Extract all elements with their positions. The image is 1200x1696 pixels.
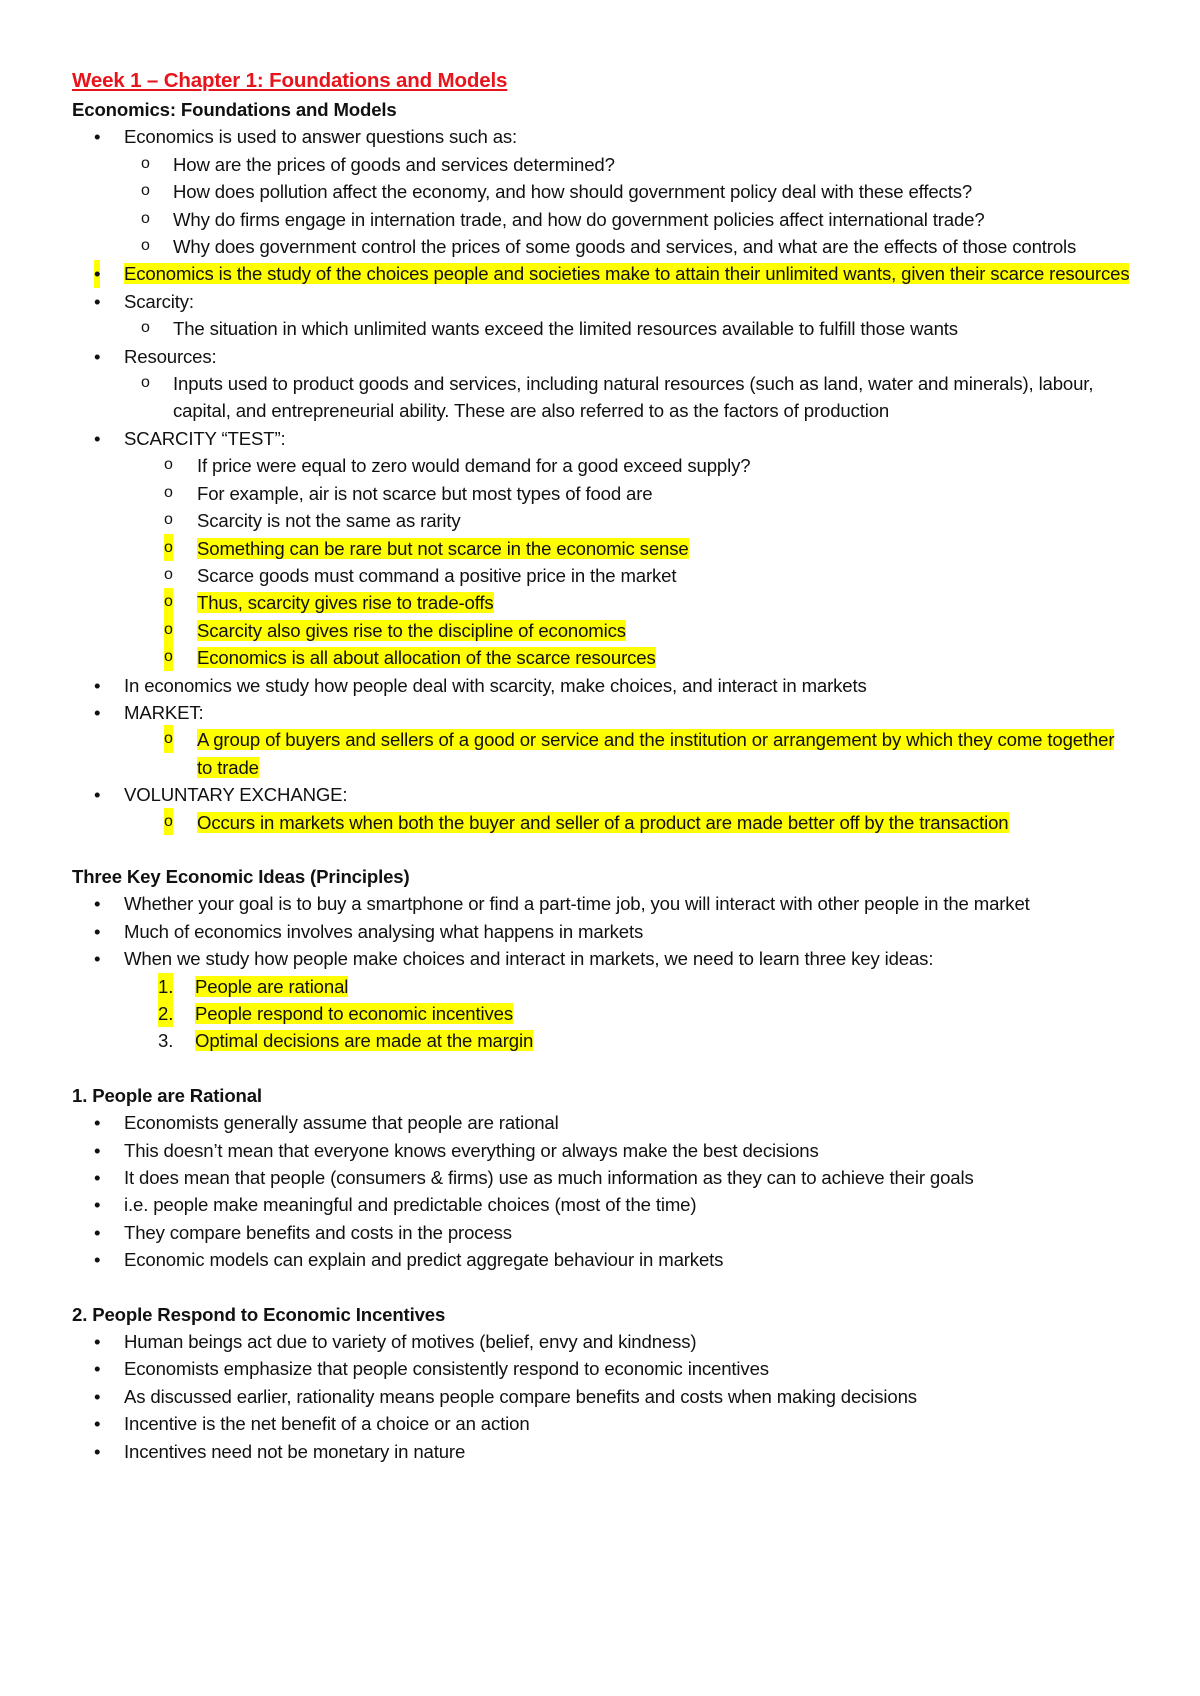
list-item-text: Economists emphasize that people consistently respond to economic incentives — [124, 1358, 769, 1380]
sub-list-item — [72, 178, 1132, 205]
highlighted-definition: Occurs in markets when both the buyer and seller of a product are made better off by the transaction — [197, 811, 1009, 833]
sub-list-item — [72, 589, 1132, 616]
highlighted-text: People respond to economic incentives — [195, 1003, 513, 1024]
sub-bullet-marker: o — [164, 456, 173, 474]
bullet-marker: • — [94, 1358, 101, 1380]
bullet-marker: • — [94, 290, 101, 312]
numbered-item — [72, 1000, 1132, 1027]
sub-bullet-marker: o — [141, 319, 150, 337]
bullet-marker: • — [94, 1112, 101, 1134]
bullet-marker: • — [94, 427, 101, 449]
bullet-marker: • — [94, 345, 101, 367]
sub-list-item-text: Why do firms engage in internation trade, and how do government policies affect international trade? — [173, 208, 985, 230]
list-item — [72, 1438, 1132, 1465]
sub-list-item-text: The situation in which unlimited wants exceed the limited resources available to fulfill those wants — [173, 318, 958, 340]
bullet-marker: • — [94, 1331, 101, 1353]
bullet-marker: • — [94, 893, 101, 915]
list-item — [72, 781, 1132, 808]
list-item — [72, 343, 1132, 370]
list-item — [72, 1191, 1132, 1218]
list-item-text: Much of economics involves analysing what happens in markets — [124, 920, 644, 942]
list-item — [72, 1410, 1132, 1437]
bullet-list — [72, 890, 1132, 1054]
list-item-text: SCARCITY “TEST”: — [124, 427, 286, 449]
list-item — [72, 425, 1132, 452]
list-item — [72, 123, 1132, 150]
sub-list-item — [72, 562, 1132, 589]
list-item-text: Whether your goal is to buy a smartphone or find a part-time job, you will interact with other people in the market — [124, 893, 1030, 915]
sub-list-item-text: Why does government control the prices of some goods and services, and what are the effects of those controls — [173, 236, 1077, 258]
bullet-marker: • — [94, 920, 101, 942]
list-item-text: Human beings act due to variety of motives (belief, envy and kindness) — [124, 1331, 697, 1353]
list-item — [72, 1219, 1132, 1246]
sub-bullet-marker: o — [141, 237, 150, 255]
sub-list-item-text: How are the prices of goods and services determined? — [173, 153, 615, 175]
sub-list-item — [72, 452, 1132, 479]
bullet-marker: • — [94, 948, 101, 970]
bullet-marker: • — [94, 784, 101, 806]
list-item-text: i.e. people make meaningful and predictable choices (most of the time) — [124, 1194, 697, 1216]
section-heading: Three Key Economic Ideas (Principles) — [72, 865, 410, 887]
list-item-text: They compare benefits and costs in the process — [124, 1221, 512, 1243]
sub-list-item — [72, 233, 1132, 260]
sub-bullet-marker: o — [141, 182, 150, 200]
bullet-marker: • — [94, 1221, 101, 1243]
list-item-text: This doesn’t mean that everyone knows everything or always make the best decisions — [124, 1139, 819, 1161]
list-item-text: VOLUNTARY EXCHANGE: — [124, 784, 348, 806]
bullet-marker: • — [94, 260, 100, 287]
section-heading: 1. People are Rational — [72, 1084, 262, 1106]
list-item-text: In economics we study how people deal with scarcity, make choices, and interact in markets — [124, 674, 867, 696]
list-item-text: MARKET: — [124, 701, 204, 723]
list-item-text: Incentive is the net benefit of a choice or an action — [124, 1413, 530, 1435]
bullet-marker: • — [94, 674, 101, 696]
list-item — [72, 1109, 1132, 1136]
spacer — [72, 1055, 1132, 1082]
document-title: Week 1 – Chapter 1: Foundations and Models — [72, 69, 508, 92]
highlighted-text: Thus, scarcity gives rise to trade-offs — [197, 592, 494, 614]
highlighted-definition: A group of buyers and sellers of a good or service and the institution or arrangement by which they come together to trade — [197, 729, 1115, 778]
sub-bullet-marker: o — [164, 725, 173, 752]
spacer — [72, 1274, 1132, 1301]
bullet-marker: • — [94, 1194, 101, 1216]
highlighted-text: Economics is all about allocation of the scarce resources — [197, 647, 656, 669]
bullet-marker: • — [94, 1249, 101, 1271]
bullet-marker: • — [94, 126, 101, 148]
document-page — [72, 66, 1132, 1465]
list-item — [72, 1164, 1132, 1191]
sub-list-item-text: Inputs used to product goods and services, including natural resources (such as land, water and minerals), labour, capital, and entrepreneurial ability. These are also referred to as the factors of production — [173, 373, 1094, 422]
sub-bullet-marker: o — [141, 209, 150, 227]
sub-list-item — [72, 370, 1132, 425]
list-item-text: Resources: — [124, 345, 217, 367]
bullet-marker: • — [94, 1440, 101, 1462]
bullet-list — [72, 123, 1132, 836]
highlighted-definition: Economics is the study of the choices people and societies make to attain their unlimited wants, given their scarce resources — [124, 263, 1130, 285]
list-item-text: It does mean that people (consumers & firms) use as much information as they can to achieve their goals — [124, 1167, 974, 1189]
sub-bullet-marker: o — [164, 808, 173, 835]
list-item — [72, 1383, 1132, 1410]
sub-list-item — [72, 151, 1132, 178]
bullet-marker: • — [94, 1413, 101, 1435]
sub-list-item — [72, 507, 1132, 534]
bullet-list — [72, 1328, 1132, 1465]
number-marker: 1. — [158, 973, 173, 1000]
sub-list-item-text: How does pollution affect the economy, and how should government policy deal with these effects? — [173, 181, 973, 203]
list-item — [72, 890, 1132, 917]
sub-bullet-marker: o — [164, 643, 173, 670]
list-item-text: Scarcity: — [124, 290, 194, 312]
list-item — [72, 1137, 1132, 1164]
sub-list-item — [72, 809, 1132, 836]
bullet-marker: • — [94, 1385, 101, 1407]
list-item — [72, 288, 1132, 315]
sub-bullet-marker: o — [164, 588, 173, 615]
list-item — [72, 1328, 1132, 1355]
number-marker: 2. — [158, 1000, 173, 1027]
sub-list-item — [72, 206, 1132, 233]
list-item-text: Economics is used to answer questions such as: — [124, 126, 518, 148]
highlighted-text: People are rational — [195, 975, 349, 997]
sub-list-item — [72, 726, 1132, 781]
bullet-marker: • — [94, 1139, 101, 1161]
sub-bullet-marker: o — [164, 483, 173, 501]
numbered-item — [72, 973, 1132, 1000]
sub-list-item — [72, 480, 1132, 507]
highlighted-text: Optimal decisions are made at the margin — [195, 1030, 534, 1052]
number-marker: 3. — [158, 1030, 174, 1052]
list-item — [72, 672, 1132, 699]
section-heading: Economics: Foundations and Models — [72, 99, 397, 120]
sub-list-item-text: If price were equal to zero would demand for a good exceed supply? — [197, 455, 751, 477]
sub-list-item — [72, 535, 1132, 562]
sub-bullet-marker: o — [164, 565, 173, 583]
bullet-marker: • — [94, 701, 101, 723]
sub-list-item-text: Scarce goods must command a positive price in the market — [197, 564, 677, 586]
sub-bullet-marker: o — [141, 154, 150, 172]
bullet-marker: • — [94, 1167, 101, 1189]
list-item — [72, 945, 1132, 972]
list-item-text: Economists generally assume that people are rational — [124, 1112, 559, 1134]
sub-list-item — [72, 617, 1132, 644]
section-heading: 2. People Respond to Economic Incentives — [72, 1303, 446, 1325]
list-item-text: Economic models can explain and predict aggregate behaviour in markets — [124, 1249, 724, 1271]
sub-bullet-marker: o — [141, 374, 150, 392]
highlighted-text: Scarcity also gives rise to the discipline of economics — [197, 619, 626, 641]
sub-list-item-text: Scarcity is not the same as rarity — [197, 510, 461, 532]
highlighted-text: Something can be rare but not scarce in the economic sense — [197, 537, 689, 559]
sub-list-item — [72, 315, 1132, 342]
sub-bullet-marker: o — [164, 616, 173, 643]
sub-bullet-marker: o — [164, 511, 173, 529]
list-item-text: When we study how people make choices and interact in markets, we need to learn three key ideas: — [124, 948, 934, 970]
list-item — [72, 918, 1132, 945]
list-item — [72, 260, 1132, 287]
sub-list-item — [72, 644, 1132, 671]
list-item-text: As discussed earlier, rationality means people compare benefits and costs when making decisions — [124, 1385, 917, 1407]
spacer — [72, 836, 1132, 863]
list-item — [72, 699, 1132, 726]
list-item-text: Incentives need not be monetary in nature — [124, 1440, 466, 1462]
list-item — [72, 1355, 1132, 1382]
bullet-list — [72, 1109, 1132, 1273]
sub-bullet-marker: o — [164, 534, 173, 561]
sub-list-item-text: For example, air is not scarce but most types of food are — [197, 482, 653, 504]
numbered-item — [72, 1027, 1132, 1054]
list-item — [72, 1246, 1132, 1273]
